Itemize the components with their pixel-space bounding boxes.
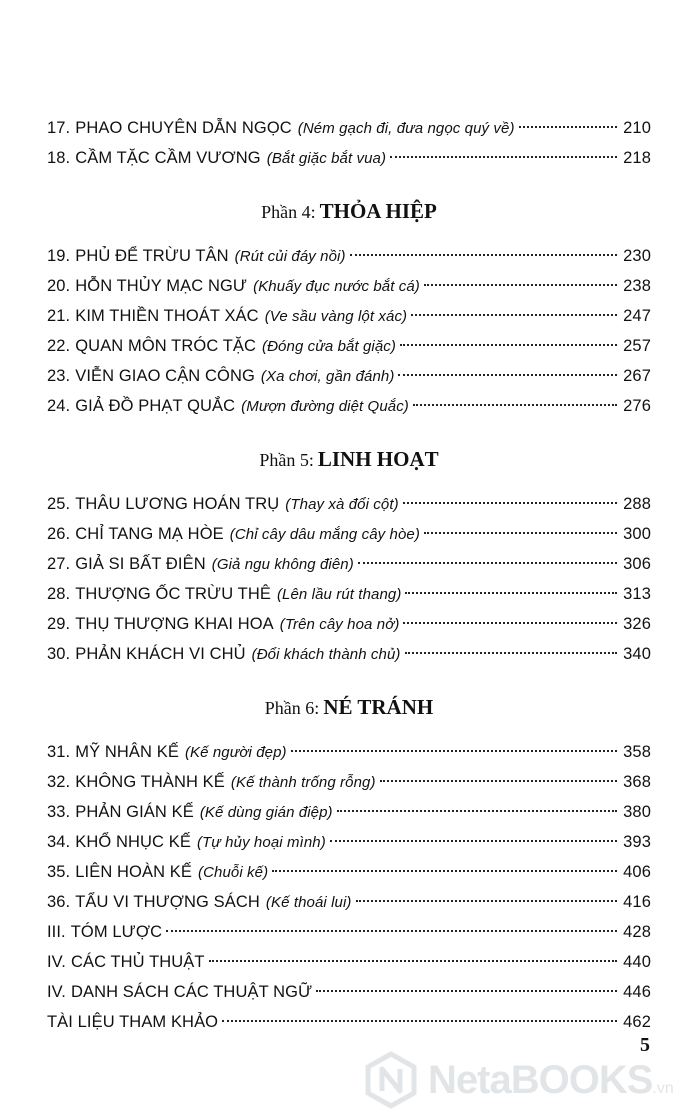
toc-entry-number: 24. bbox=[47, 397, 71, 415]
toc-entry[interactable] bbox=[47, 917, 651, 947]
toc-entry[interactable] bbox=[47, 489, 651, 519]
dot-leader bbox=[519, 126, 617, 128]
toc-entry[interactable] bbox=[47, 1007, 651, 1037]
toc-entry-page: 210 bbox=[623, 119, 651, 137]
toc-entry-subtitle: (Kế dùng gián điệp) bbox=[199, 804, 333, 821]
toc-entry-number: 32. bbox=[47, 773, 71, 791]
toc-entry-page: 276 bbox=[623, 397, 651, 415]
toc-entry-title: KHÔNG THÀNH KẾ bbox=[75, 773, 225, 791]
toc-entry-number: 31. bbox=[47, 743, 71, 761]
toc-entry[interactable] bbox=[47, 241, 651, 271]
toc-entry-subtitle: (Đóng cửa bắt giặc) bbox=[262, 338, 397, 355]
dot-leader bbox=[424, 532, 617, 534]
toc-entry-title: PHẢN GIÁN KẾ bbox=[75, 803, 194, 821]
toc-entry-page: 428 bbox=[623, 923, 651, 941]
dot-leader bbox=[400, 344, 617, 346]
dot-leader bbox=[316, 990, 617, 992]
toc-entry-subtitle: (Tự hủy hoại mình) bbox=[196, 834, 326, 851]
toc-entry-subtitle: (Rút củi đáy nồi) bbox=[234, 248, 346, 265]
dot-leader bbox=[413, 404, 617, 406]
toc-entry-title: PHAO CHUYÊN DẪN NGỌC bbox=[75, 119, 292, 137]
section-name: LINH HOẠT bbox=[317, 447, 439, 471]
section-prefix: Phần 6: bbox=[264, 698, 320, 718]
toc-entry-number: 23. bbox=[47, 367, 71, 385]
toc-entry-page: 238 bbox=[623, 277, 651, 295]
dot-leader bbox=[424, 284, 617, 286]
toc-entry-number: 21. bbox=[47, 307, 71, 325]
toc-entry-title: PHỦ ĐỂ TRỪU TÂN bbox=[75, 247, 229, 265]
toc-entry-title: QUAN MÔN TRÓC TẶC bbox=[75, 337, 257, 355]
toc-entry[interactable] bbox=[47, 887, 651, 917]
toc-entry[interactable] bbox=[47, 391, 651, 421]
toc-entry-number: 36. bbox=[47, 893, 71, 911]
dot-leader bbox=[350, 254, 617, 256]
toc-entry-subtitle: (Chỉ cây dâu mắng cây hòe) bbox=[229, 526, 420, 543]
dot-leader bbox=[358, 562, 617, 564]
toc-entry[interactable] bbox=[47, 301, 651, 331]
toc-entry-page: 247 bbox=[623, 307, 651, 325]
dot-leader bbox=[403, 502, 617, 504]
section-heading bbox=[47, 187, 651, 235]
toc-entry-number: 28. bbox=[47, 585, 71, 603]
toc-entry[interactable] bbox=[47, 827, 651, 857]
toc-entry-number: IV. bbox=[47, 983, 66, 1001]
section-heading bbox=[47, 435, 651, 483]
toc-entry-subtitle: (Xa chơi, gần đánh) bbox=[260, 368, 395, 385]
toc-entry-page: 313 bbox=[623, 585, 651, 603]
toc-entry-title: CẦM TẶC CẦM VƯƠNG bbox=[75, 149, 261, 167]
toc-entry-title: THỤ THƯỢNG KHAI HOA bbox=[75, 615, 274, 633]
dot-leader bbox=[390, 156, 617, 158]
section-heading bbox=[47, 683, 651, 731]
toc-entry-page: 446 bbox=[623, 983, 651, 1001]
toc-entry-title: THÂU LƯƠNG HOÁN TRỤ bbox=[75, 495, 280, 513]
toc-entry[interactable] bbox=[47, 331, 651, 361]
netabooks-logo-icon bbox=[362, 1051, 420, 1109]
dot-leader bbox=[166, 930, 617, 932]
toc-entry-title: VIỄN GIAO CẬN CÔNG bbox=[75, 367, 255, 385]
toc-entry-subtitle: (Ném gạch đi, đưa ngọc quý về) bbox=[297, 120, 515, 137]
toc-entry-number: IV. bbox=[47, 953, 66, 971]
toc-entry-number: 27. bbox=[47, 555, 71, 573]
toc-entry-number: 20. bbox=[47, 277, 71, 295]
toc-entry-page: 230 bbox=[623, 247, 651, 265]
toc-entry-number: 34. bbox=[47, 833, 71, 851]
dot-leader bbox=[405, 652, 618, 654]
dot-leader bbox=[337, 810, 617, 812]
toc-entry[interactable] bbox=[47, 143, 651, 173]
toc-entry-page: 406 bbox=[623, 863, 651, 881]
toc-entry[interactable] bbox=[47, 857, 651, 887]
toc-entry-number: 19. bbox=[47, 247, 71, 265]
dot-leader bbox=[272, 870, 617, 872]
dot-leader bbox=[356, 900, 617, 902]
toc-entry-subtitle: (Kế người đẹp) bbox=[184, 744, 287, 761]
dot-leader bbox=[398, 374, 617, 376]
toc-entry-number: 22. bbox=[47, 337, 71, 355]
dot-leader bbox=[380, 780, 617, 782]
toc-entry-title: TÓM LƯỢC bbox=[70, 923, 163, 941]
toc-entry-page: 300 bbox=[623, 525, 651, 543]
toc-entry-subtitle: (Khuấy đục nước bắt cá) bbox=[253, 278, 420, 295]
section-name: NÉ TRÁNH bbox=[323, 695, 434, 719]
toc-entry[interactable] bbox=[47, 737, 651, 767]
toc-entry-number: 17. bbox=[47, 119, 71, 137]
toc-entry-title: KIM THIỀN THOÁT XÁC bbox=[75, 307, 259, 325]
toc-entry-page: 257 bbox=[623, 337, 651, 355]
toc-entry-title: GIẢ ĐỒ PHẠT QUẮC bbox=[75, 397, 236, 415]
toc-entry-page: 218 bbox=[623, 149, 651, 167]
toc-entry-subtitle: (Ve sầu vàng lột xác) bbox=[264, 308, 408, 325]
page-number: 5 bbox=[640, 1034, 650, 1056]
dot-leader bbox=[330, 840, 617, 842]
toc-entry[interactable] bbox=[47, 271, 651, 301]
toc-entry-page: 306 bbox=[623, 555, 651, 573]
dot-leader bbox=[405, 592, 617, 594]
toc-entry-number: 33. bbox=[47, 803, 71, 821]
toc-entry-page: 326 bbox=[623, 615, 651, 633]
toc-entry-title: LIÊN HOÀN KẾ bbox=[75, 863, 192, 881]
toc-entry[interactable] bbox=[47, 797, 651, 827]
toc-entry-page: 393 bbox=[623, 833, 651, 851]
watermark-brand: NetaBOOKS.vn bbox=[428, 1057, 674, 1102]
toc-entry[interactable] bbox=[47, 519, 651, 549]
toc-entry-number: 29. bbox=[47, 615, 71, 633]
table-of-contents bbox=[47, 113, 651, 1037]
toc-entry-title: DANH SÁCH CÁC THUẬT NGỮ bbox=[70, 983, 313, 1001]
toc-entry-number: III. bbox=[47, 923, 66, 941]
dot-leader bbox=[403, 622, 617, 624]
toc-entry-title: TÀI LIỆU THAM KHẢO bbox=[47, 1013, 219, 1031]
toc-entry-title: MỸ NHÂN KẾ bbox=[75, 743, 179, 761]
dot-leader bbox=[222, 1020, 617, 1022]
section-name: THỎA HIỆP bbox=[319, 199, 437, 223]
toc-entry-subtitle: (Kế thành trống rỗng) bbox=[230, 774, 376, 791]
toc-entry[interactable] bbox=[47, 639, 651, 669]
toc-entry-subtitle: (Bắt giặc bắt vua) bbox=[266, 150, 387, 167]
toc-entry[interactable] bbox=[47, 361, 651, 391]
toc-entry-title: KHỔ NHỤC KẾ bbox=[75, 833, 191, 851]
toc-entry[interactable] bbox=[47, 579, 651, 609]
toc-entry[interactable] bbox=[47, 113, 651, 143]
toc-entry-page: 416 bbox=[623, 893, 651, 911]
toc-entry-title: CHỈ TANG MẠ HÒE bbox=[75, 525, 224, 543]
section-prefix: Phần 5: bbox=[259, 450, 314, 470]
toc-entry-number: 25. bbox=[47, 495, 71, 513]
toc-entry-title: THƯỢNG ỐC TRỪU THÊ bbox=[75, 585, 271, 603]
toc-entry-subtitle: (Giả ngu không điên) bbox=[211, 556, 354, 573]
dot-leader bbox=[209, 960, 617, 962]
toc-entry[interactable] bbox=[47, 977, 651, 1007]
toc-entry-title: GIẢ SI BẤT ĐIÊN bbox=[75, 555, 206, 573]
toc-entry-page: 380 bbox=[623, 803, 651, 821]
toc-entry-page: 340 bbox=[623, 645, 651, 663]
dot-leader bbox=[411, 314, 617, 316]
toc-entry-title: HỖN THỦY MẠC NGƯ bbox=[75, 277, 248, 295]
toc-entry-subtitle: (Đổi khách thành chủ) bbox=[251, 646, 401, 663]
toc-entry-page: 288 bbox=[623, 495, 651, 513]
toc-entry-page: 267 bbox=[623, 367, 651, 385]
dot-leader bbox=[291, 750, 617, 752]
toc-entry-subtitle: (Thay xà đổi cột) bbox=[285, 496, 399, 513]
toc-entry-subtitle: (Lên lầu rút thang) bbox=[276, 586, 402, 603]
toc-entry-title: TẨU VI THƯỢNG SÁCH bbox=[75, 893, 260, 911]
toc-entry-page: 368 bbox=[623, 773, 651, 791]
watermark bbox=[362, 1050, 674, 1110]
toc-entry-subtitle: (Kế thoái lui) bbox=[265, 894, 352, 911]
toc-entry-number: 18. bbox=[47, 149, 71, 167]
toc-entry-subtitle: (Mượn đường diệt Quắc) bbox=[241, 398, 409, 415]
toc-entry[interactable] bbox=[47, 947, 651, 977]
toc-entry-subtitle: (Trên cây hoa nở) bbox=[279, 616, 400, 633]
toc-entry-page: 462 bbox=[623, 1013, 651, 1031]
toc-entry-title: CÁC THỦ THUẬT bbox=[70, 953, 205, 971]
section-prefix: Phần 4: bbox=[261, 202, 316, 222]
toc-entry-number: 30. bbox=[47, 645, 71, 663]
toc-entry-number: 35. bbox=[47, 863, 71, 881]
toc-entry-title: PHẢN KHÁCH VI CHỦ bbox=[75, 645, 246, 663]
toc-entry-subtitle: (Chuỗi kế) bbox=[197, 864, 269, 881]
toc-entry-page: 358 bbox=[623, 743, 651, 761]
toc-entry-number: 26. bbox=[47, 525, 71, 543]
toc-entry[interactable] bbox=[47, 609, 651, 639]
toc-entry[interactable] bbox=[47, 767, 651, 797]
toc-entry-page: 440 bbox=[623, 953, 651, 971]
toc-entry[interactable] bbox=[47, 549, 651, 579]
